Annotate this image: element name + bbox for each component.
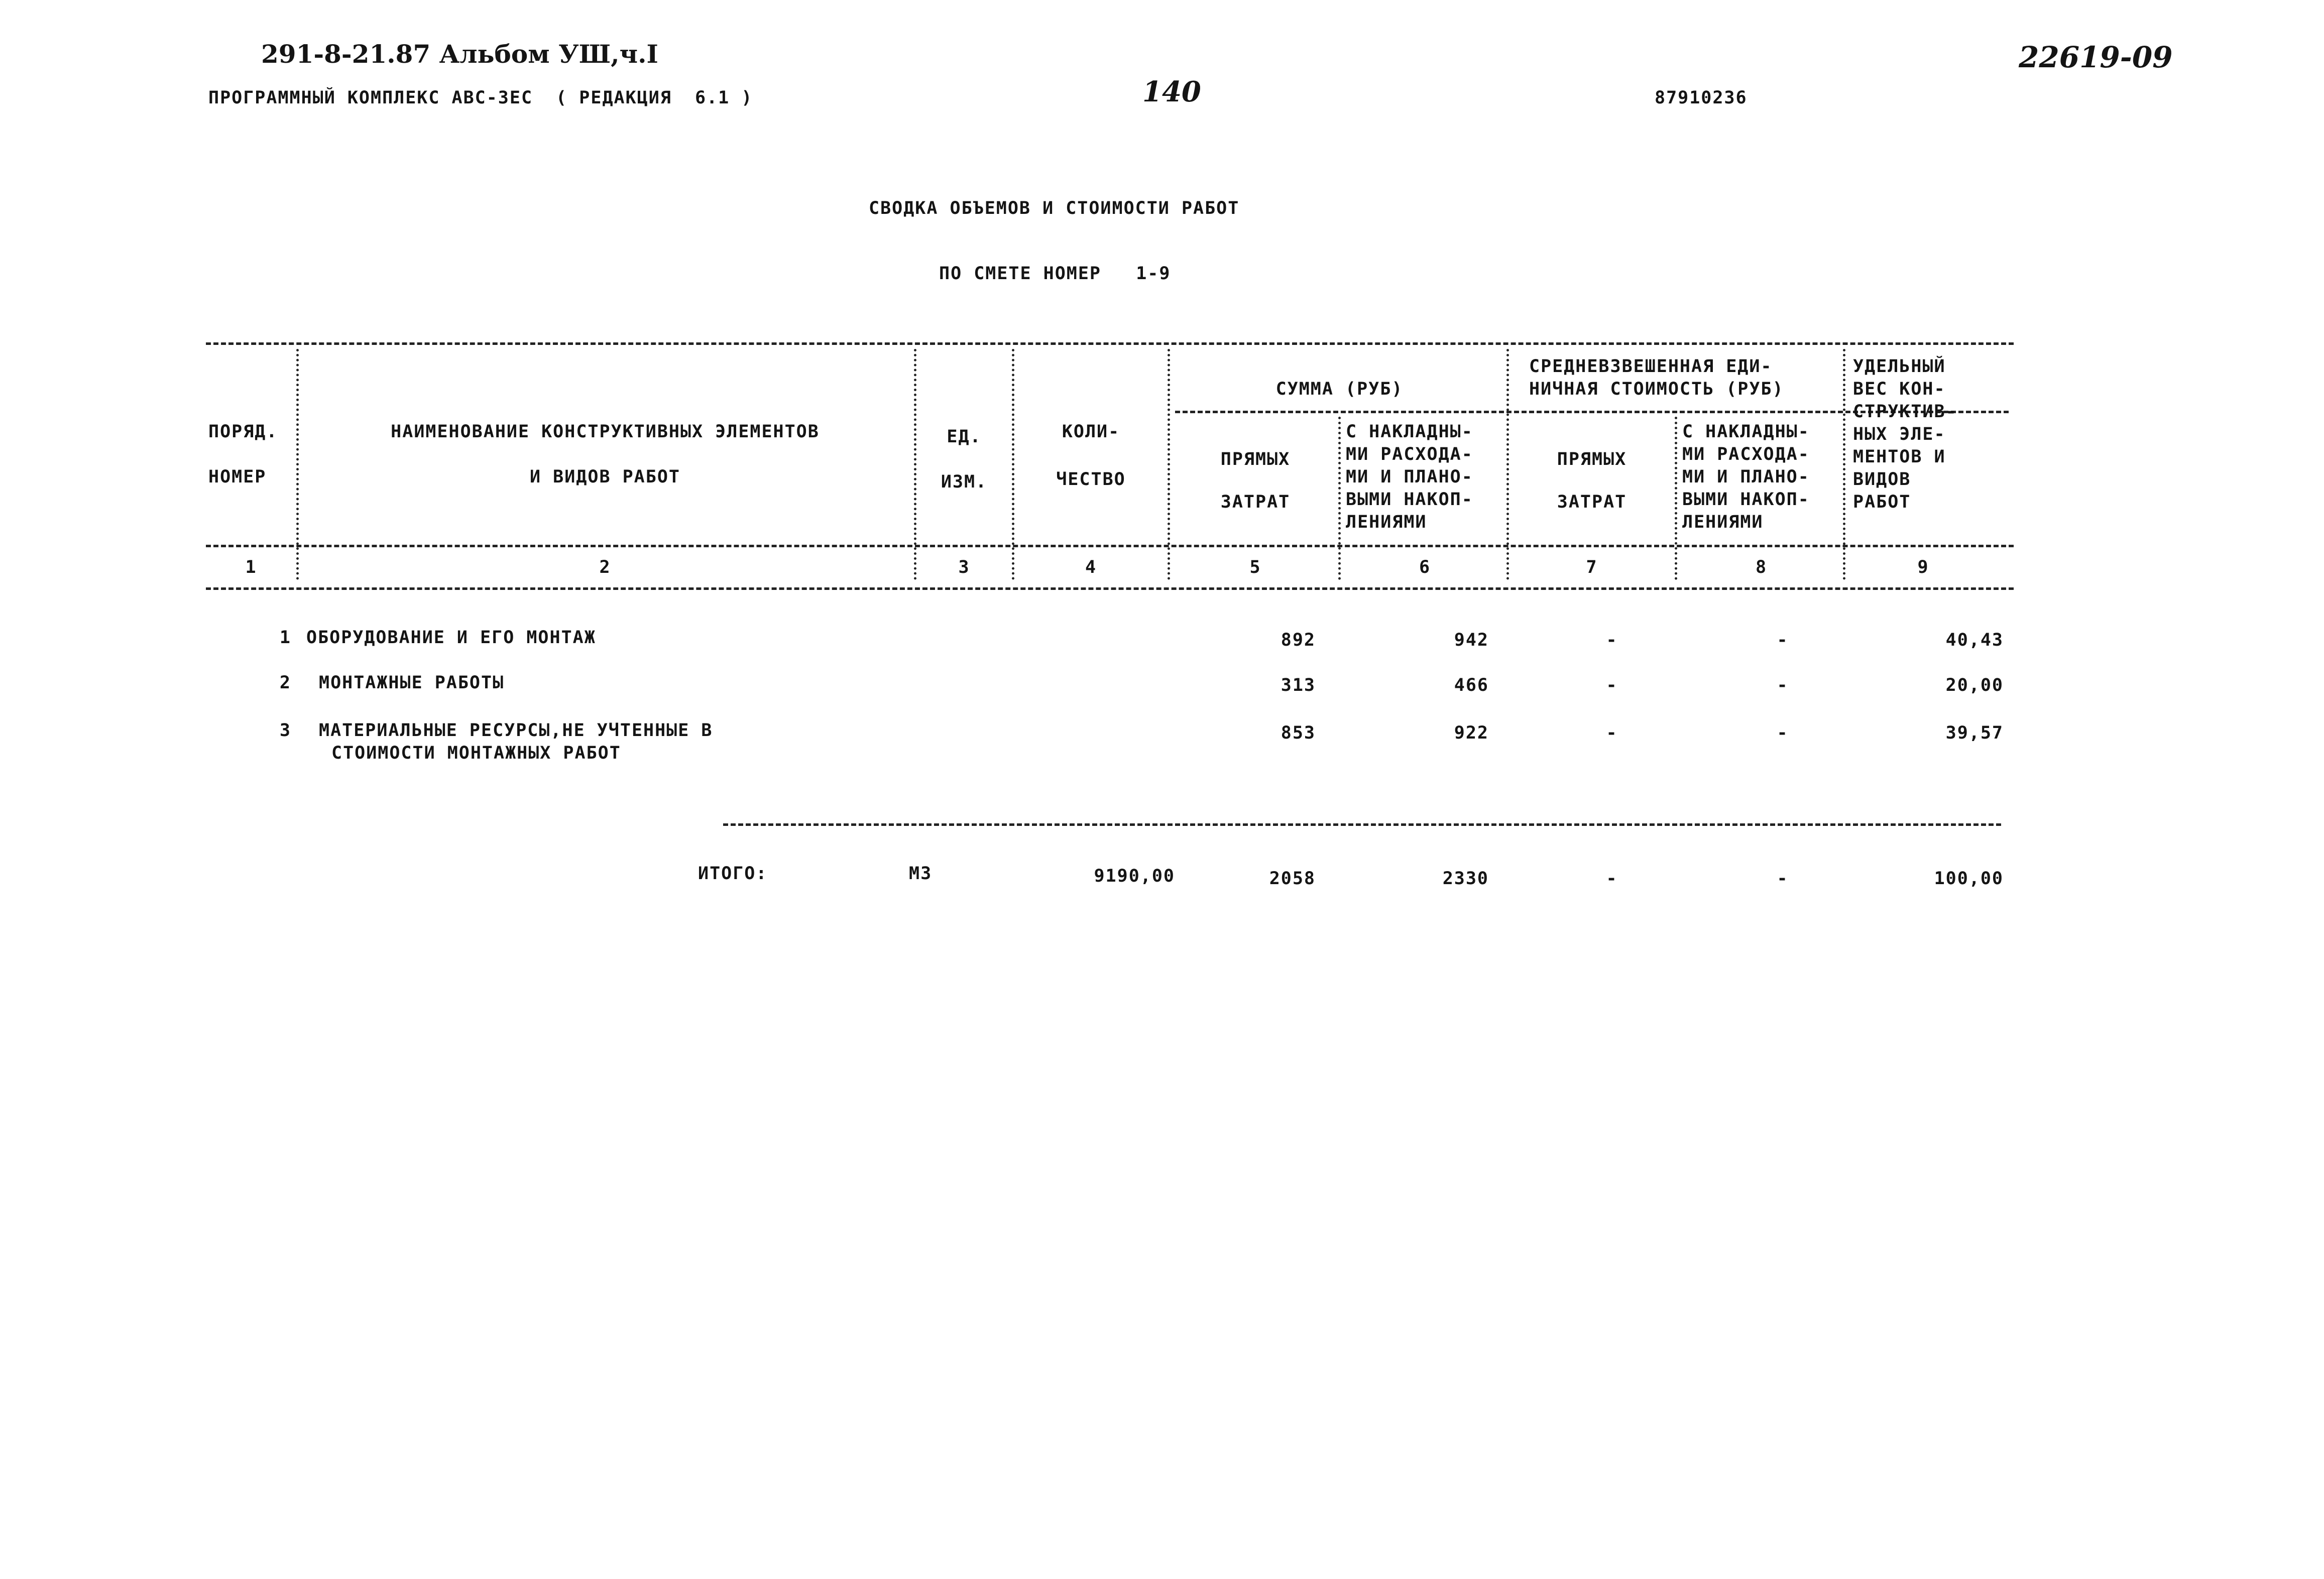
- document-code: 87910236: [1655, 88, 1748, 108]
- row-name: МАТЕРИАЛЬНЫЕ РЕСУРСЫ,НЕ УЧТЕННЫЕ В: [319, 720, 713, 741]
- col-separator: [914, 349, 916, 580]
- row-avg-overhead: -: [1777, 675, 1789, 695]
- total-label: ИТОГО:: [698, 864, 768, 884]
- total-weight: 100,00: [1934, 869, 2004, 889]
- page-number: 140: [1142, 75, 1201, 108]
- col-avg-overhead-header-2: МИ РАСХОДА-: [1682, 444, 1810, 464]
- col-order-header-2: НОМЕР: [208, 467, 267, 487]
- row-name-continued: СТОИМОСТИ МОНТАЖНЫХ РАБОТ: [331, 743, 621, 763]
- col-number: 1: [245, 557, 257, 577]
- col-number: 4: [1085, 557, 1097, 577]
- order-number: 22619-09: [2019, 40, 2173, 74]
- col-overhead-header-4: ВЫМИ НАКОП-: [1346, 490, 1473, 510]
- row-number: 2: [279, 673, 291, 693]
- col-number: 2: [599, 557, 611, 577]
- col-qty-header-1: КОЛИ-: [1062, 422, 1120, 442]
- total-quantity: 9190,00: [1094, 866, 1175, 886]
- sum-group-header: СУММА (РУБ): [1275, 379, 1404, 399]
- total-overhead: 2330: [1442, 869, 1489, 889]
- col-avg-direct-header-1: ПРЯМЫХ: [1557, 449, 1627, 469]
- col-overhead-header-5: ЛЕНИЯМИ: [1346, 512, 1427, 532]
- row-avg-direct: -: [1606, 723, 1618, 743]
- col-weight-header-5: МЕНТОВ И: [1853, 447, 1946, 467]
- col-separator: [1506, 349, 1509, 580]
- col-weight-header-7: РАБОТ: [1853, 492, 1911, 512]
- col-number: 5: [1249, 557, 1261, 577]
- col-avg-overhead-header-3: МИ И ПЛАНО-: [1682, 467, 1810, 487]
- total-rule: [723, 823, 2001, 826]
- row-weight: 39,57: [1945, 723, 2004, 743]
- avg-group-header-1: СРЕДНЕВЗВЕШЕННАЯ ЕДИ-: [1529, 356, 1773, 377]
- total-direct: 2058: [1269, 869, 1316, 889]
- col-unit-header-2: ИЗМ.: [941, 472, 988, 492]
- col-overhead-header-3: МИ И ПЛАНО-: [1346, 467, 1473, 487]
- row-direct: 313: [1281, 675, 1316, 695]
- col-avg-overhead-header-4: ВЫМИ НАКОП-: [1682, 490, 1810, 510]
- total-avg-overhead: -: [1777, 869, 1789, 889]
- row-overhead: 922: [1454, 723, 1489, 743]
- col-number: 9: [1917, 557, 1929, 577]
- col-overhead-header-2: МИ РАСХОДА-: [1346, 444, 1473, 464]
- col-number: 7: [1586, 557, 1598, 577]
- col-qty-header-2: ЧЕСТВО: [1056, 469, 1126, 490]
- col-separator: [1168, 349, 1170, 580]
- col-separator: [1012, 349, 1014, 580]
- page-title: СВОДКА ОБЪЕМОВ И СТОИМОСТИ РАБОТ: [869, 198, 1240, 218]
- row-avg-direct: -: [1606, 630, 1618, 650]
- col-avg-overhead-header-5: ЛЕНИЯМИ: [1682, 512, 1764, 532]
- row-number: 1: [279, 628, 291, 648]
- col-avg-direct-header-2: ЗАТРАТ: [1557, 492, 1627, 512]
- col-separator: [1675, 417, 1677, 580]
- col-weight-header-4: НЫХ ЭЛЕ-: [1853, 424, 1946, 444]
- header-bottom-rule: [206, 545, 2014, 547]
- album-reference: 291-8-21.87 Альбом УШ,ч.I: [261, 39, 658, 69]
- row-number: 3: [279, 720, 291, 741]
- table-top-rule: [206, 342, 2014, 345]
- col-number: 6: [1419, 557, 1431, 577]
- total-avg-direct: -: [1606, 869, 1618, 889]
- row-overhead: 942: [1454, 630, 1489, 650]
- col-number: 8: [1755, 557, 1768, 577]
- col-separator: [296, 349, 299, 580]
- row-name: ОБОРУДОВАНИЕ И ЕГО МОНТАЖ: [306, 628, 596, 648]
- col-overhead-header-1: С НАКЛАДНЫ-: [1346, 422, 1473, 442]
- col-separator: [1338, 417, 1341, 580]
- row-avg-overhead: -: [1777, 630, 1789, 650]
- col-weight-header-2: ВЕС КОН-: [1853, 379, 1946, 399]
- col-name-header-2: И ВИДОВ РАБОТ: [530, 467, 680, 487]
- row-direct: 853: [1281, 723, 1316, 743]
- row-name: МОНТАЖНЫЕ РАБОТЫ: [319, 673, 505, 693]
- col-direct-header-2: ЗАТРАТ: [1220, 492, 1291, 512]
- col-avg-overhead-header-1: С НАКЛАДНЫ-: [1682, 422, 1810, 442]
- estimate-number: ПО СМЕТЕ НОМЕР 1-9: [939, 264, 1171, 284]
- row-avg-overhead: -: [1777, 723, 1789, 743]
- numbers-bottom-rule: [206, 587, 2014, 590]
- row-overhead: 466: [1454, 675, 1489, 695]
- row-avg-direct: -: [1606, 675, 1618, 695]
- col-order-header-1: ПОРЯД.: [208, 422, 278, 442]
- total-unit: М3: [909, 864, 933, 884]
- col-direct-header-1: ПРЯМЫХ: [1220, 449, 1291, 469]
- col-weight-header-1: УДЕЛЬНЫЙ: [1853, 356, 1946, 377]
- row-weight: 40,43: [1945, 630, 2004, 650]
- col-separator: [1843, 349, 1845, 580]
- col-number: 3: [958, 557, 970, 577]
- col-weight-header-6: ВИДОВ: [1853, 469, 1911, 490]
- col-unit-header-1: ЕД.: [947, 427, 982, 447]
- row-direct: 892: [1281, 630, 1316, 650]
- row-weight: 20,00: [1945, 675, 2004, 695]
- avg-group-header-2: НИЧНАЯ СТОИМОСТЬ (РУБ): [1529, 379, 1784, 399]
- col-weight-header-3: СТРУКТИВ-: [1853, 402, 1957, 422]
- program-line: ПРОГРАММНЫЙ КОМПЛЕКС АВС-3ЕС ( РЕДАКЦИЯ 6.1 ): [208, 88, 753, 108]
- col-name-header-1: НАИМЕНОВАНИЕ КОНСТРУКТИВНЫХ ЭЛЕМЕНТОВ: [391, 422, 820, 442]
